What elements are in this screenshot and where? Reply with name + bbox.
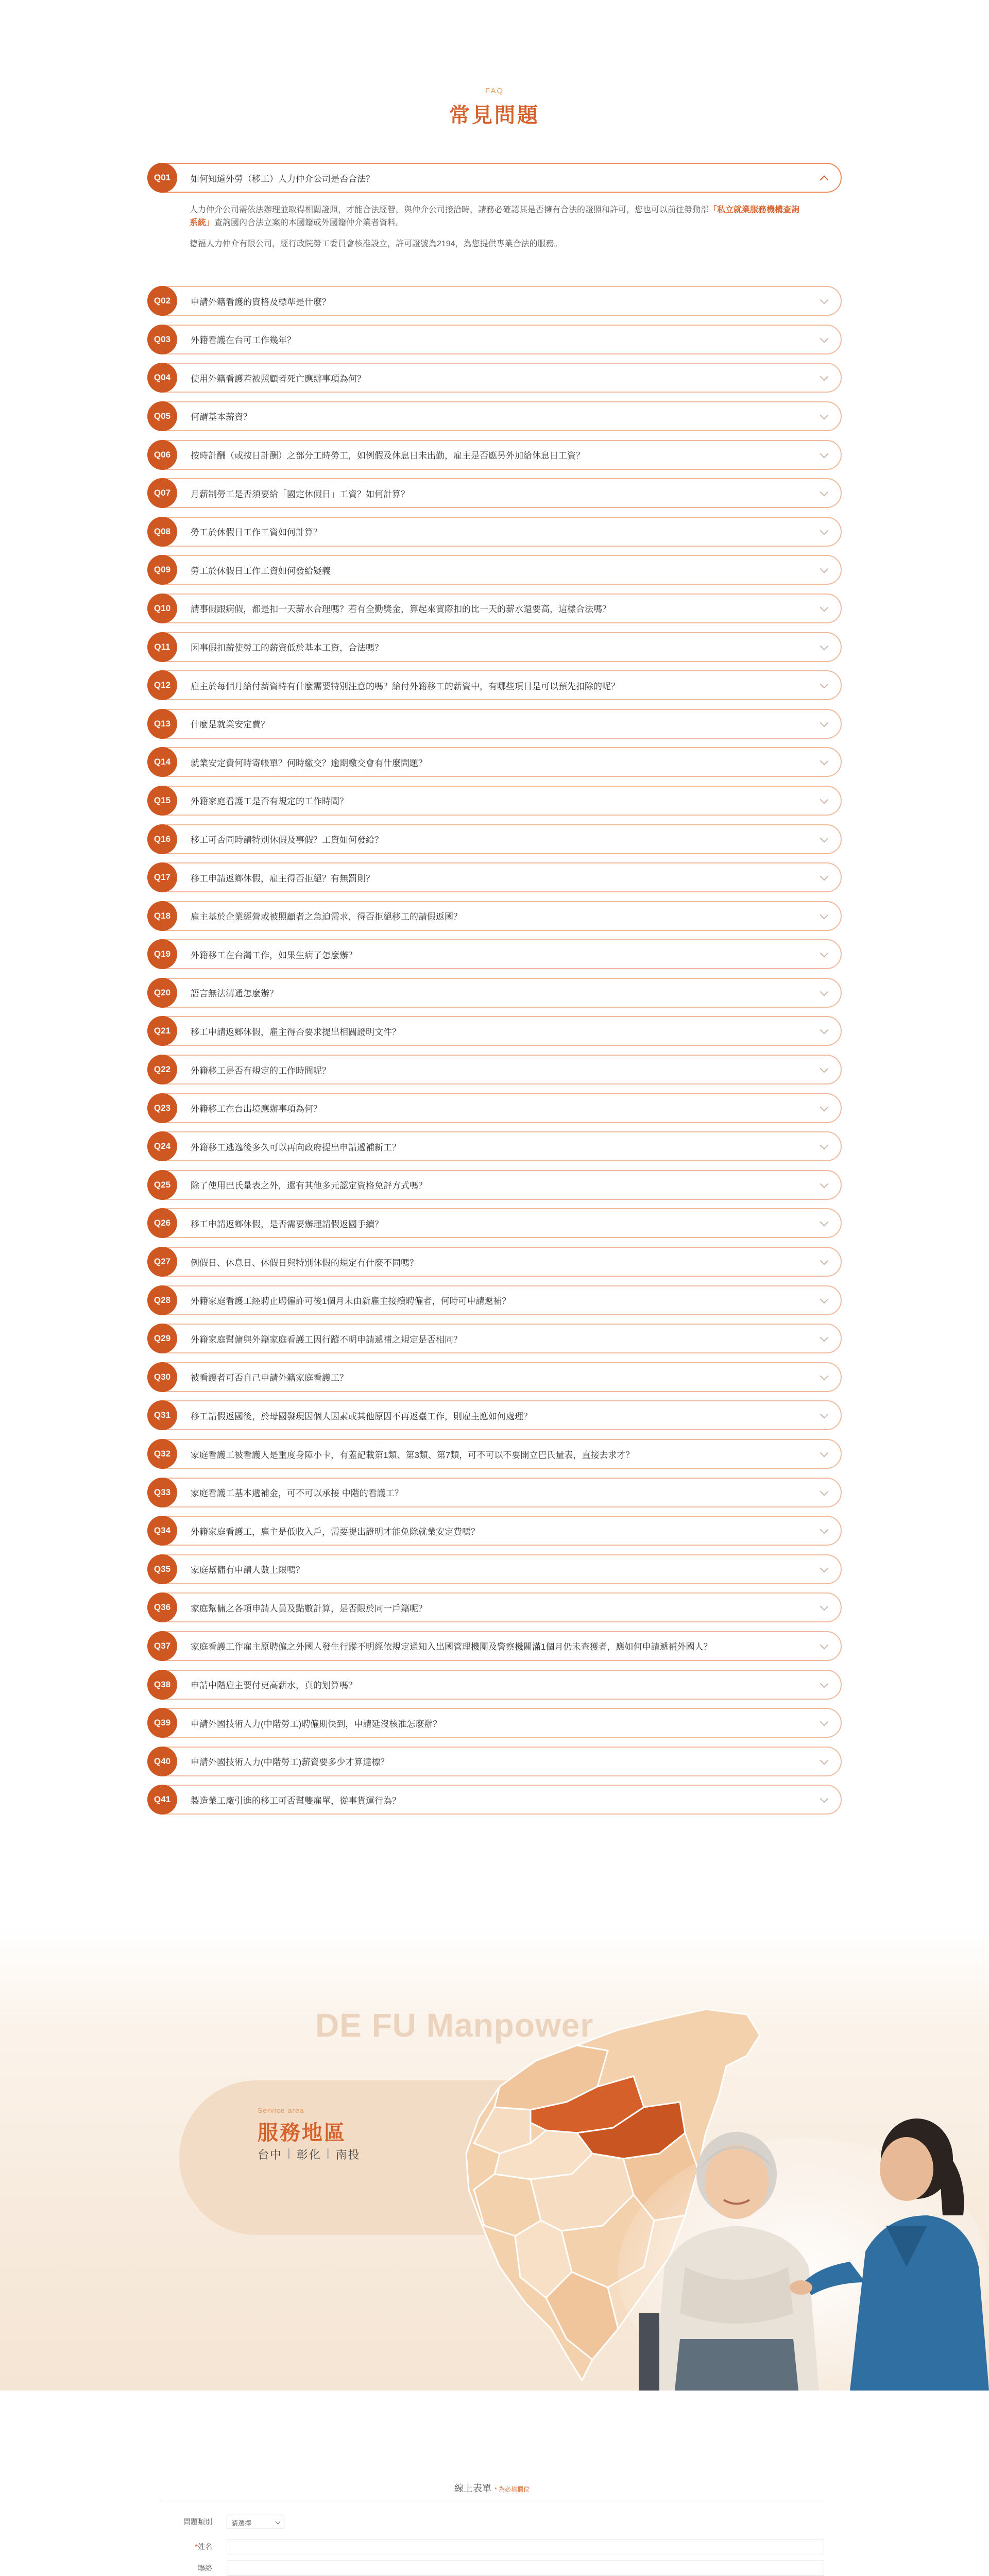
faq-question: 雇主於每個月給付薪資時有什麼需要特別注意的嗎？給付外籍移工的薪資中，有哪些項目是可以預先扣除的呢？ [191, 681, 620, 691]
chevron-down-icon[interactable] [820, 526, 829, 535]
faq-question: 外籍移工在台灣工作，如果生病了怎麼辦？ [191, 950, 357, 960]
faq-number-badge: Q25 [147, 1170, 177, 1200]
faq-number-badge: Q18 [147, 901, 177, 931]
faq-question: 申請中階雇主要付更高薪水，真的划算嗎？ [191, 1681, 357, 1691]
chevron-down-icon[interactable] [820, 1718, 829, 1726]
faq-question: 家庭幫傭有申請人數上限嗎？ [191, 1565, 304, 1575]
chevron-down-icon[interactable] [820, 603, 829, 612]
service-title: 服務地區 [258, 2122, 346, 2144]
faq-number-badge: Q32 [147, 1439, 177, 1469]
faq-item[interactable] [147, 1747, 842, 1776]
faq-item[interactable] [147, 555, 842, 585]
faq-number-badge: Q02 [147, 286, 177, 316]
faq-item[interactable] [147, 1055, 842, 1084]
faq-question: 移工請假返國後，於母國發現因個人因素或其他原因不再返臺工作，則雇主應如何處理？ [191, 1411, 532, 1421]
faq-item[interactable] [147, 824, 842, 854]
faq-item[interactable] [147, 286, 842, 316]
faq-question: 外籍家庭幫傭與外籍家庭看護工因行蹤不明申請遞補之規定是否相同？ [191, 1334, 462, 1345]
faq-number-badge: Q37 [147, 1631, 177, 1661]
faq-number-badge: Q35 [147, 1554, 177, 1584]
faq-number-badge: Q08 [147, 517, 177, 547]
faq-eyebrow: FAQ [485, 87, 504, 95]
faq-item[interactable] [147, 440, 842, 470]
faq-number-badge: Q22 [147, 1055, 177, 1084]
contact-label: 聯絡 [198, 2564, 212, 2572]
faq-item[interactable] [147, 1554, 842, 1584]
faq-item[interactable] [147, 1016, 842, 1046]
faq-item[interactable] [147, 1708, 842, 1738]
faq-item[interactable] [147, 632, 842, 662]
service-areas [258, 2146, 360, 2162]
chevron-down-icon[interactable] [820, 1640, 829, 1649]
chevron-down-icon[interactable] [820, 641, 829, 650]
faq-question: 外籍家庭看護工，雇主是低收入戶，需要提出證明才能免除就業安定費嗎？ [191, 1527, 480, 1537]
faq-question: 外籍看護在台可工作幾年？ [191, 335, 296, 346]
chevron-down-icon[interactable] [820, 1218, 829, 1227]
faq-list [147, 163, 842, 1823]
faq-question: 何謂基本薪資？ [191, 412, 252, 422]
faq-number-badge: Q34 [147, 1516, 177, 1546]
area-separator: | [326, 2146, 331, 2159]
chevron-down-icon[interactable] [820, 1679, 829, 1688]
faq-question: 雇主基於企業經營或被照顧者之急迫需求，得否拒絕移工的請假返國？ [191, 912, 462, 922]
faq-item[interactable] [147, 1362, 842, 1392]
faq-number-badge: Q20 [147, 978, 177, 1008]
chevron-down-icon[interactable] [820, 949, 829, 958]
contact-form-section [0, 2463, 989, 2576]
area-changhua: 彰化 [296, 2148, 321, 2161]
faq-item[interactable] [147, 401, 842, 431]
faq-item[interactable] [147, 901, 842, 931]
faq-number-badge: Q07 [147, 478, 177, 508]
faq-number-badge: Q04 [147, 363, 177, 393]
faq-number-badge: Q15 [147, 786, 177, 816]
faq-question: 就業安定費何時寄帳單？何時繳交？逾期繳交會有什麼問題？ [191, 758, 427, 768]
faq-item[interactable] [147, 1208, 842, 1238]
chevron-down-icon[interactable] [820, 795, 829, 804]
faq-number-badge: Q06 [147, 440, 177, 470]
faq-question: 勞工於休假日工作工資如何發給疑義 [191, 566, 331, 576]
faq-question: 月薪制勞工是否須要給「國定休假日」工資？如何計算？ [191, 489, 410, 499]
chevron-down-icon[interactable] [820, 834, 829, 842]
faq-question: 申請外國技術人力(中階勞工)薪資要多少才算達標？ [191, 1757, 389, 1768]
contact-input[interactable] [227, 2561, 824, 2576]
faq-number-badge: Q19 [147, 939, 177, 969]
service-eyebrow: Service area [258, 2106, 304, 2114]
faq-question: 家庭看護工基本遞補金，可不可以承接 中階的看護工？ [191, 1488, 403, 1499]
caregiver-photo [608, 2097, 989, 2391]
faq-title: 常見問題 [449, 104, 540, 127]
chevron-down-icon[interactable] [820, 1141, 829, 1150]
faq-number-badge: Q11 [147, 632, 177, 662]
faq-number-badge: Q39 [147, 1708, 177, 1738]
category-row [160, 2514, 824, 2530]
faq-number-badge: Q01 [147, 163, 177, 193]
chevron-down-icon[interactable] [820, 1410, 829, 1419]
faq-answer [147, 200, 842, 278]
faq-number-badge: Q13 [147, 709, 177, 739]
faq-number-badge: Q21 [147, 1016, 177, 1046]
faq-question: 使用外籍看護若被照顧者死亡應辦事項為何？ [191, 374, 366, 384]
faq-answer-paragraph: 人力仲介公司需依法辦理並取得相關證照，才能合法經營，與仲介公司接洽時，請務必確認其是否擁有合法的證照和許可，您也可以前往勞動部「私立就業服務機構查詢系統」查詢國內合法立案的本國籍或外國籍仲介業者資料。 [190, 205, 800, 227]
contact-row [160, 2561, 824, 2576]
faq-item[interactable] [147, 1592, 842, 1622]
area-separator: | [287, 2146, 292, 2159]
faq-number-badge: Q28 [147, 1285, 177, 1315]
chevron-down-icon[interactable] [820, 1602, 829, 1611]
required-star: * [195, 2543, 198, 2551]
chevron-down-icon[interactable] [820, 1179, 829, 1188]
faq-number-badge: Q40 [147, 1747, 177, 1776]
chevron-down-icon[interactable] [820, 987, 829, 996]
faq-item[interactable] [147, 517, 842, 547]
faq-item[interactable] [147, 1631, 842, 1661]
faq-item[interactable] [147, 709, 842, 739]
faq-item[interactable] [147, 862, 842, 892]
chevron-down-icon[interactable] [820, 372, 829, 381]
chevron-down-icon[interactable] [820, 872, 829, 881]
faq-number-badge: Q23 [147, 1093, 177, 1123]
faq-item[interactable] [147, 1131, 842, 1161]
form-title: 線上表單 [454, 2483, 491, 2494]
faq-number-badge: Q10 [147, 594, 177, 623]
faq-answer-paragraph: 德福人力仲介有限公司，經行政院勞工委員會核准設立，許可證號為2194，為您提供專業合法的服務。 [190, 239, 562, 248]
chevron-down-icon[interactable] [820, 1371, 829, 1380]
name-label: *姓名 [195, 2543, 212, 2551]
chevron-down-icon[interactable] [820, 910, 829, 919]
faq-question: 例假日、休息日、休假日與特別休假的規定有什麼不同嗎？ [191, 1258, 418, 1268]
faq-number-badge: Q29 [147, 1324, 177, 1353]
faq-item[interactable] [147, 1170, 842, 1200]
chevron-down-icon[interactable] [820, 718, 829, 727]
faq-question: 製造業工廠引進的移工可否幫雙雇單，從事貨運行為？ [191, 1795, 401, 1806]
faq-number-badge: Q27 [147, 1247, 177, 1277]
faq-item[interactable] [147, 1093, 842, 1123]
faq-number-badge: Q12 [147, 670, 177, 700]
faq-question: 外籍家庭看護工經聘止聘僱許可後1個月未由新雇主接續聘僱者，何時可申請遞補？ [191, 1296, 511, 1307]
faq-item[interactable] [147, 594, 842, 623]
area-nantou: 南投 [335, 2148, 361, 2161]
faq-number-badge: Q36 [147, 1592, 177, 1622]
faq-question: 申請外籍看護的資格及標準是什麼？ [191, 297, 331, 307]
area-taichung: 台中 [258, 2148, 283, 2161]
chevron-down-icon[interactable] [820, 1026, 829, 1035]
faq-question: 外籍移工逃逸後多久可以再向政府提出申請遞補新工？ [191, 1142, 401, 1153]
faq-number-badge: Q31 [147, 1400, 177, 1430]
faq-number-badge: Q41 [147, 1785, 177, 1815]
faq-item[interactable] [147, 478, 842, 508]
faq-item[interactable] [147, 1478, 842, 1507]
chevron-down-icon[interactable] [820, 1257, 829, 1265]
category-select[interactable] [227, 2515, 284, 2529]
faq-number-badge: Q33 [147, 1478, 177, 1507]
chevron-down-icon[interactable] [820, 1333, 829, 1342]
faq-question: 家庭看護工作雇主原聘僱之外國人發生行蹤不明經依規定通知入出國管理機關及警察機關滿1個月仍未查獲者，應如何申請遞補外國人？ [191, 1642, 712, 1652]
faq-question: 因事假扣薪使勞工的薪資低於基本工資，合法嗎？ [191, 643, 383, 653]
faq-item[interactable] [147, 363, 842, 393]
category-select-value: 請選擇 [231, 2519, 252, 2527]
faq-question: 申請外國技術人力(中階勞工)聘僱期快到，申請延沒核准怎麼辦？ [191, 1719, 442, 1729]
faq-question: 外籍家庭看護工是否有規定的工作時間？ [191, 796, 348, 807]
faq-item[interactable] [147, 670, 842, 700]
chevron-down-icon[interactable] [820, 1526, 829, 1534]
faq-item[interactable] [147, 1285, 842, 1315]
faq-item[interactable] [147, 747, 842, 777]
chevron-down-icon[interactable] [820, 757, 829, 766]
faq-question: 語言無法溝通怎麼辦？ [191, 989, 278, 999]
chevron-down-icon[interactable] [820, 1487, 829, 1496]
faq-number-badge: Q24 [147, 1131, 177, 1161]
faq-item[interactable] [147, 1516, 842, 1546]
chevron-down-icon[interactable] [820, 1794, 829, 1803]
faq-item[interactable] [147, 1439, 842, 1469]
faq-number-badge: Q16 [147, 824, 177, 854]
faq-number-badge: Q38 [147, 1670, 177, 1700]
faq-item[interactable] [147, 1785, 842, 1815]
faq-number-badge: Q05 [147, 401, 177, 431]
faq-item[interactable] [147, 1400, 842, 1430]
faq-question: 除了使用巴氏量表之外，還有其他多元認定資格免評方式嗎？ [191, 1181, 427, 1191]
faq-question: 移工可否同時請特別休假及事假？工資如何發給？ [191, 835, 383, 845]
faq-item[interactable] [147, 939, 842, 969]
faq-question: 外籍移工是否有規定的工作時間呢？ [191, 1065, 331, 1076]
faq-item[interactable] [147, 325, 842, 354]
chevron-down-icon[interactable] [820, 296, 829, 304]
faq-question: 移工申請返鄉休假，雇主得否要求提出相關證明文件？ [191, 1027, 401, 1037]
faq-question: 按時計酬（或按日計酬）之部分工時勞工，如例假及休息日未出勤，雇主是否應另外加給休息日工資？ [191, 451, 585, 461]
faq-item[interactable] [147, 1670, 842, 1700]
chevron-down-icon[interactable] [820, 488, 829, 497]
faq-question: 家庭幫傭之各項申請人員及點數計算，是否限於同一戶籍呢？ [191, 1603, 427, 1614]
faq-number-badge: Q17 [147, 862, 177, 892]
faq-question: 請事假跟病假，都是扣一天薪水合理嗎？若有全勤獎金，算起來實際扣的比一天的薪水還要高，這樣合法嗎？ [191, 604, 611, 615]
faq-question: 如何知道外勞（移工）人力仲介公司是否合法？ [191, 174, 374, 184]
faq-number-badge: Q26 [147, 1208, 177, 1238]
faq-item[interactable] [147, 1247, 842, 1277]
faq-question: 被看護者可否自己申請外籍家庭看護工？ [191, 1373, 348, 1383]
brand-watermark: DE FU Manpower [315, 2007, 594, 2044]
category-label: 問題類別 [183, 2518, 212, 2526]
chevron-down-icon[interactable] [820, 1449, 829, 1458]
chevron-down-icon[interactable] [820, 1564, 829, 1572]
faq-question: 家庭看護工被看護人是重度身障小卡，有蓋記載第1類、第3類、第7類，可不可以不要開立巴氏量表，直接去求才？ [191, 1450, 635, 1460]
faq-question: 移工申請返鄉休假，是否需要辦理請假返國手續？ [191, 1219, 383, 1229]
chevron-down-icon[interactable] [820, 1295, 829, 1303]
chevron-down-icon[interactable] [820, 1103, 829, 1111]
faq-number-badge: Q09 [147, 555, 177, 585]
form-header [160, 2481, 824, 2501]
chevron-down-icon[interactable] [820, 411, 829, 419]
chevron-up-icon[interactable] [820, 176, 829, 184]
chevron-down-icon[interactable] [820, 1756, 829, 1765]
faq-item[interactable] [147, 786, 842, 816]
faq-question: 什麼是就業安定費？ [191, 720, 269, 730]
faq-item[interactable] [147, 978, 842, 1008]
faq-item[interactable] [147, 163, 842, 193]
name-input[interactable] [227, 2539, 824, 2554]
name-row [160, 2539, 824, 2554]
chevron-down-icon[interactable] [820, 334, 829, 343]
faq-number-badge: Q03 [147, 325, 177, 354]
faq-question: 移工申請返鄉休假，雇主得否拒絕？有無罰則？ [191, 873, 374, 884]
faq-item[interactable] [147, 1324, 842, 1353]
faq-question: 勞工於休假日工作工資如何計算？ [191, 528, 322, 538]
chevron-down-icon[interactable] [820, 449, 829, 458]
service-area-section [0, 1927, 989, 2391]
required-note: * 為必填欄位 [494, 2486, 530, 2493]
faq-number-badge: Q30 [147, 1362, 177, 1392]
job-agency-search-link[interactable]: 「私立就業服務機構查詢系統」 [190, 205, 800, 227]
faq-number-badge: Q14 [147, 747, 177, 777]
chevron-down-icon[interactable] [820, 1064, 829, 1073]
chevron-down-icon[interactable] [820, 565, 829, 573]
chevron-down-icon[interactable] [820, 680, 829, 689]
faq-question: 外籍移工在台出境應辦事項為何？ [191, 1104, 322, 1114]
